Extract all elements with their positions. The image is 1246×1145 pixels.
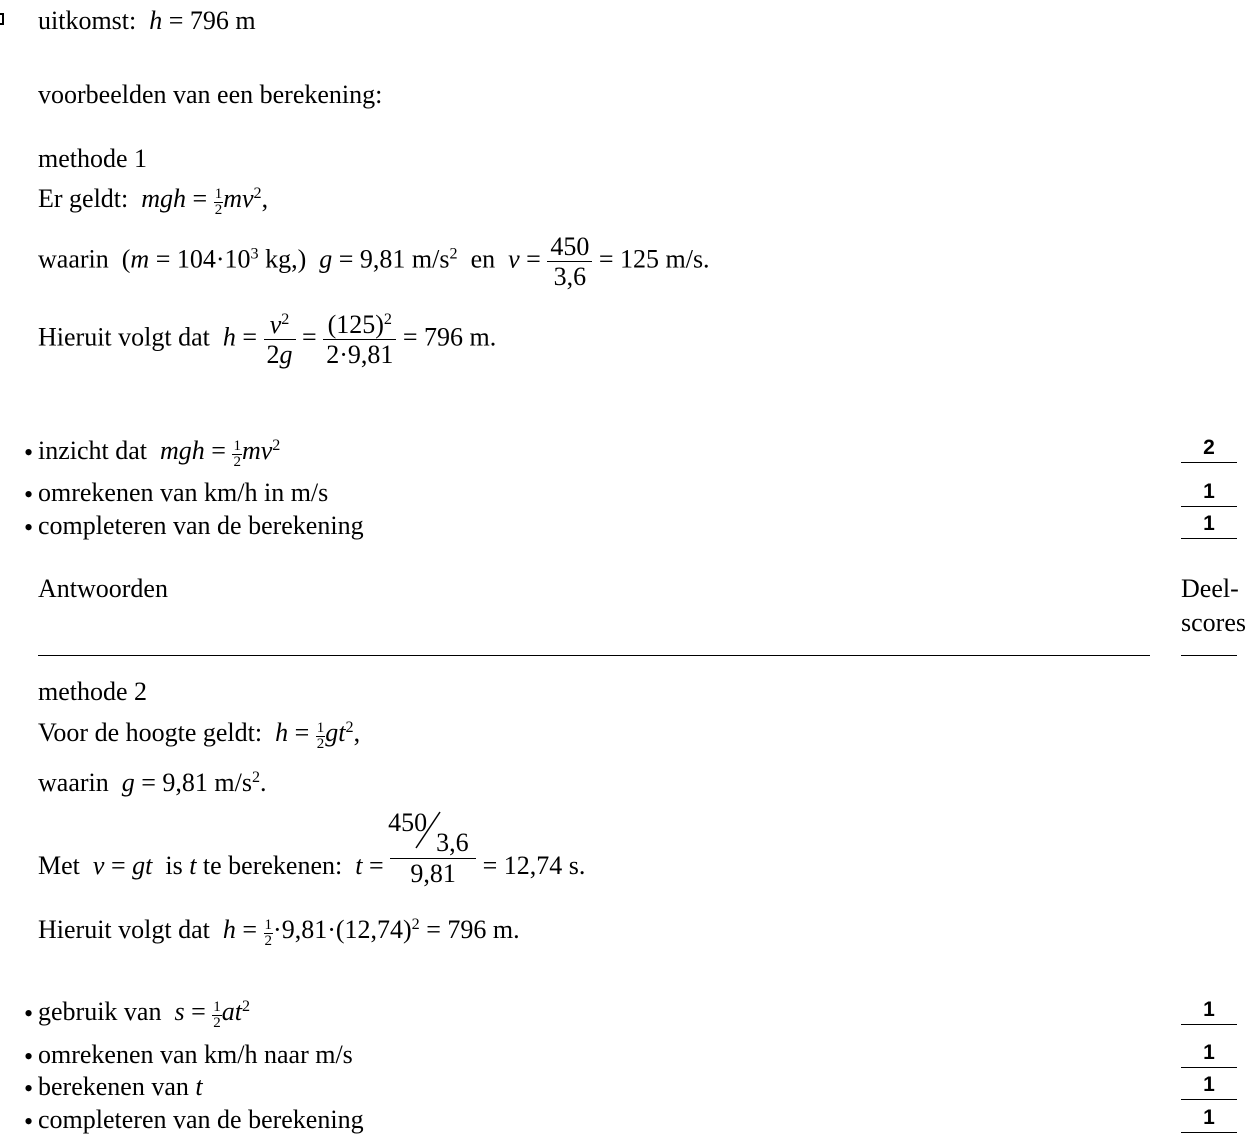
method1-criterion-1: inzicht dat mgh = $\frac{1}{2}$ $mv^2$ — [38, 436, 281, 470]
method2-criterion-4: completeren van de berekening — [38, 1105, 364, 1134]
result-line: uitkomst: h = 796 m — [38, 6, 256, 35]
method1-score-1: 2 — [1181, 436, 1237, 463]
method2-criterion-2: omrekenen van km/h naar m/s — [38, 1040, 353, 1069]
header-answers: Antwoorden — [38, 574, 168, 603]
method1-line1: Er geldt: mgh = $\frac{1}{2}$ $mv^2$, — [38, 184, 269, 218]
method1-criterion-2: omrekenen van km/h in m/s — [38, 478, 329, 507]
method2-line2: waarin g = 9,81 $m/s^2$. — [38, 768, 267, 797]
result-label: uitkomst: — [38, 6, 137, 35]
method1-criterion-3: completeren van de berekening — [38, 511, 364, 540]
method2-line1: Voor de hoogte geldt: h = $\frac{1}{2}$ $gt^2$, — [38, 718, 361, 752]
method2-score-3: 1 — [1181, 1073, 1237, 1100]
method1-score-3: 1 — [1181, 512, 1237, 539]
method1-title: methode 1 — [38, 144, 148, 173]
method1-score-2: 1 — [1181, 480, 1237, 507]
header-partial-scores-2: scores — [1181, 608, 1246, 637]
method1-line3: Hieruit volgt dat h = $\frac{v^2}{2g}$ = $\frac{(125)^2}{2\cdot 9,81}$ = 796 m. — [38, 310, 497, 370]
method2-score-2: 1 — [1181, 1041, 1237, 1068]
header-partial-scores-1: Deel- — [1181, 574, 1239, 603]
method2-score-1: 1 — [1181, 998, 1237, 1025]
header-divider-right — [1181, 655, 1237, 656]
method2-title: methode 2 — [38, 677, 148, 706]
method2-criterion-1: gebruik van s = $\frac{1}{2}$ $at^2$ — [38, 997, 251, 1031]
method2-line3: Met v = gt is t te berekenen: t = 450 3,6 9,81 = 12,74 s. — [38, 808, 586, 888]
answer-checkbox[interactable] — [0, 13, 4, 25]
method2-line4: Hieruit volgt dat h = $\frac{1}{2}$ $\cdot 9,81\cdot(12,74)^2 = 796$ m. — [38, 915, 520, 949]
method2-score-4: 1 — [1181, 1106, 1237, 1133]
method1-line2: waarin ($m = 104\cdot 10^3$ kg,) g = 9,81 $m/s^2$ en v = $\frac{450}{3,6}$ = 125 m/s. — [38, 232, 710, 292]
result-value: 796 m — [189, 6, 256, 35]
intro-text: voorbeelden van een berekening: — [38, 80, 383, 109]
method2-criterion-3: berekenen van t — [38, 1072, 203, 1101]
header-divider-left — [38, 655, 1150, 656]
